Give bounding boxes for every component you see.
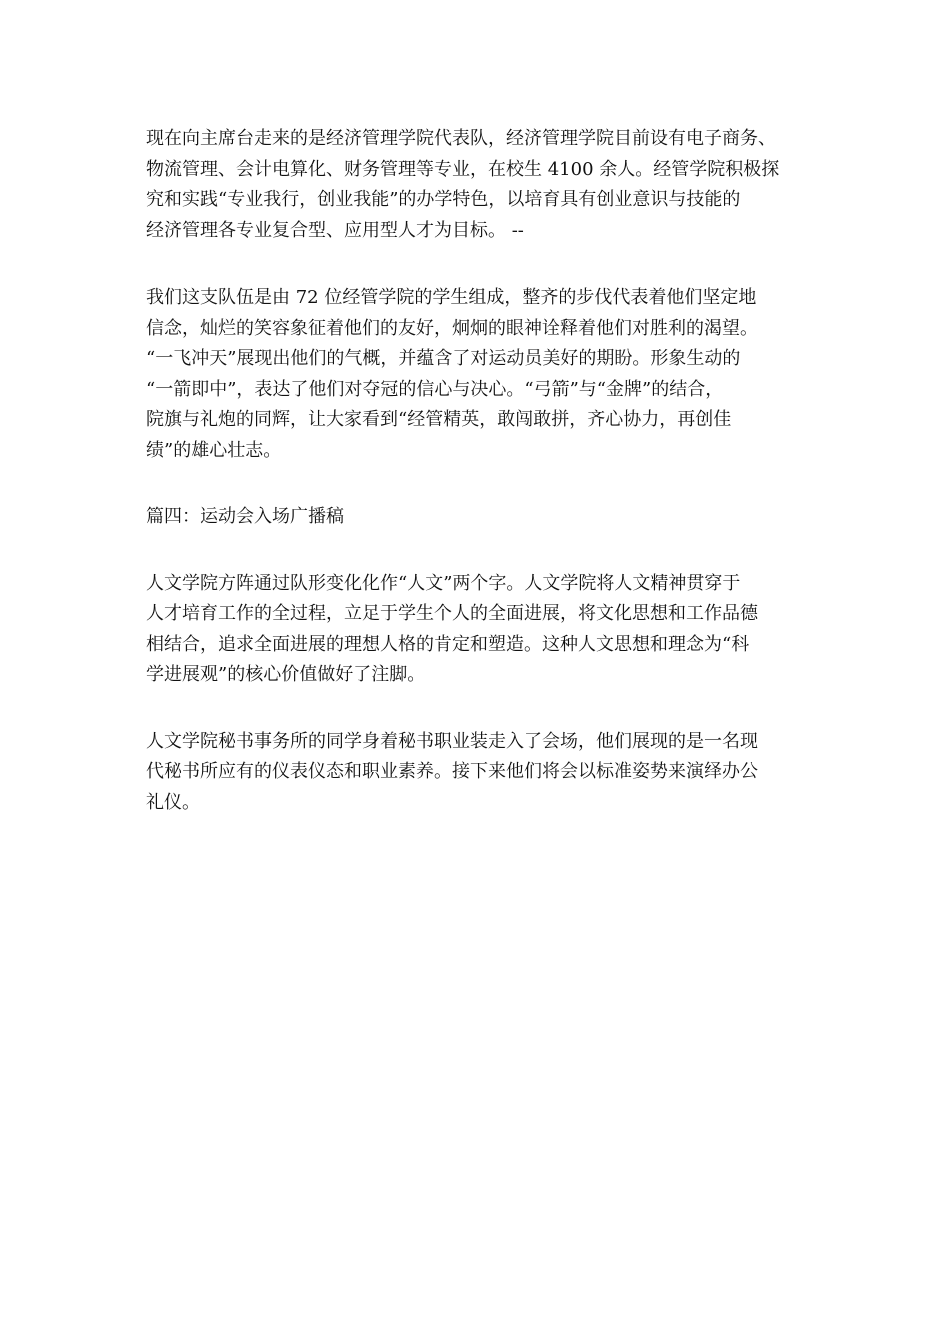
- paragraph-humanities-intro: [146, 569, 826, 691]
- paragraph-secretary: [146, 727, 826, 819]
- paragraph-gap: [146, 246, 826, 283]
- text-line: “一箭即中”，表达了他们对夺冠的信心与决心。“弓箭”与“金牌”的结合，: [146, 378, 724, 400]
- text-line: 相结合，追求全面进展的理想人格的肯定和塑造。这种人文思想和理念为“科: [146, 633, 750, 655]
- text-line: 我们这支队伍是由 72 位经管学院的学生组成，整齐的步伐代表着他们坚定地: [146, 287, 757, 308]
- text-line: 礼仪。: [146, 791, 200, 813]
- paragraph-economics-intro: [146, 124, 826, 246]
- section-heading: [146, 502, 826, 533]
- text-line: 人文学院方阵通过队形变化化作“人文”两个字。人文学院将人文精神贯穿于: [146, 572, 741, 594]
- text-line: 院旗与礼炮的同辉，让大家看到“经管精英，敢闯敢拼，齐心协力，再创佳: [146, 409, 732, 430]
- text-line: 物流管理、会计电算化、财务管理等专业，在校生 4100 余人。经管学院积极探: [146, 158, 780, 180]
- text-line: 究和实践“专业我行，创业我能”的办学特色，以培育具有创业意识与技能的: [146, 189, 741, 210]
- text-line: 代秘书所应有的仪表仪态和职业素养。接下来他们将会以标准姿势来演绎办公: [146, 761, 758, 782]
- paragraph-gap: [146, 691, 826, 727]
- text-line: 学进展观”的核心价值做好了注脚。: [146, 664, 426, 685]
- paragraph-gap: [146, 533, 826, 569]
- text-line: 信念，灿烂的笑容象征着他们的友好，炯炯的眼神诠释着他们对胜利的渴望。: [146, 317, 758, 339]
- text-line: 人文学院秘书事务所的同学身着秘书职业装走入了会场，他们展现的是一名现: [146, 730, 758, 752]
- text-line: “一飞冲天”展现出他们的气概，并蕴含了对运动员美好的期盼。形象生动的: [146, 348, 741, 369]
- text-line: 现在向主席台走来的是经济管理学院代表队，经济管理学院目前设有电子商务、: [146, 128, 776, 149]
- paragraph-economics-team: [146, 283, 826, 466]
- text-line: 经济管理各专业复合型、应用型人才为目标。 --: [146, 219, 524, 241]
- document-body: [146, 124, 826, 818]
- text-line: 人才培育工作的全过程，立足于学生个人的全面进展，将文化思想和工作品德: [146, 603, 758, 624]
- paragraph-gap: [146, 466, 826, 502]
- text-line: 篇四：运动会入场广播稿: [146, 506, 344, 527]
- text-line: 绩”的雄心壮志。: [146, 439, 282, 461]
